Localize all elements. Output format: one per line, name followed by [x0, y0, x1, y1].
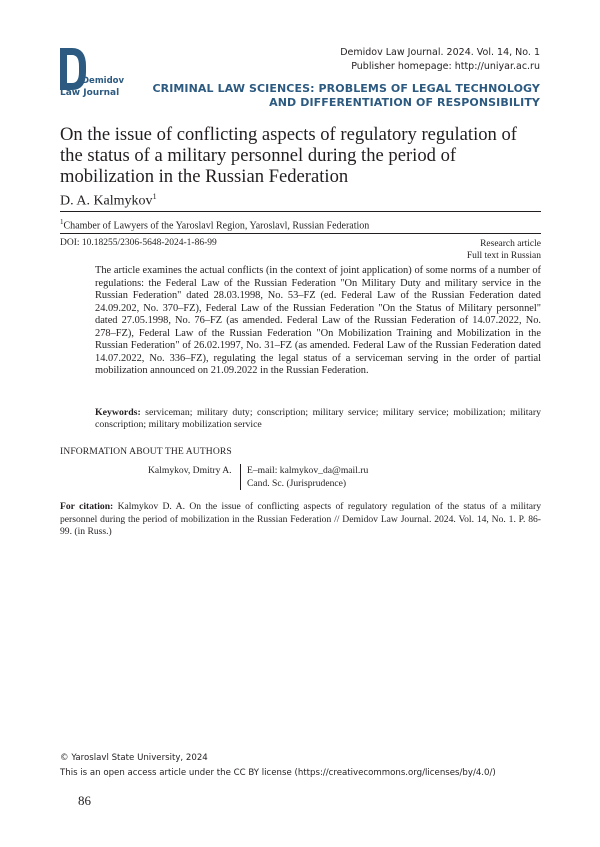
- header-divider: [60, 211, 541, 212]
- keywords-text: serviceman; military duty; conscription; military service; military service; mobilization; military conscription; military mobilization service: [95, 407, 541, 431]
- author-info-name: Kalmykov, Dmitry A.: [148, 465, 232, 476]
- author-line: [60, 192, 157, 210]
- doi: DOI: 10.18255/2306-5648-2024-1-86-99: [60, 238, 217, 248]
- journal-logo: [58, 46, 125, 102]
- keywords-label: Keywords:: [95, 407, 141, 418]
- author-name: D. A. Kalmykov: [60, 193, 153, 209]
- abstract: The article examines the actual conflicts (in the context of joint application) of some norms of a number of regulations: the Federal Law of the Russian Federation "On Military Duty and military service in the Russian Federation" dated 28.03.1998, No. 53–FZ (ed. Federal Law of the Russian Federation dated 24.09.202, No. 370–FZ), Federal Law of the Russian Federation "On the Status of Military personnel" dated 27.05.1998, No. 76–FZ (as amended. Federal Law of the Russian Federation of 14.07.2022, No. 278–FZ), Federal Law of the Russian Federation "On Mobilization Training and Mobilization in the Russian Federation" of 26.02.1997, No. 31–FZ (as amended. Federal Law of the Russian Federation dated 14.07.2022, No. 336–FZ), regulating the legal status of a serviceman serving in the order of partial mobilization announced on 21.09.2022 in the Russian Federation.: [95, 265, 541, 377]
- affiliation-mark: 1: [60, 218, 64, 226]
- license-line: This is an open access article under the CC BY license (https://creativecommons.org/licenses/by/4.0/): [60, 768, 496, 778]
- keywords: [95, 407, 541, 432]
- section-title-line-1: CRIMINAL LAW SCIENCES: PROBLEMS OF LEGAL TECHNOLOGY: [152, 82, 540, 95]
- article-type-block: [380, 238, 541, 262]
- author-degree: Cand. Sc. (Jurisprudence): [247, 477, 347, 489]
- authors-info-heading: INFORMATION ABOUT THE AUTHORS: [60, 446, 232, 457]
- page-number: 86: [78, 793, 91, 808]
- logo-text-top: Demidov: [82, 76, 125, 86]
- author-affiliation-mark: 1: [152, 192, 157, 201]
- fulltext-language: Full text in Russian: [466, 251, 541, 261]
- author-email[interactable]: E–mail: kalmykov_da@mail.ru: [247, 465, 369, 476]
- journal-citation-line: Demidov Law Journal. 2024. Vol. 14, No. 1: [340, 47, 540, 58]
- citation-label: For citation:: [60, 501, 114, 512]
- author-info-details: [247, 465, 368, 490]
- article-type: Research article: [480, 239, 541, 249]
- affiliation: [60, 218, 369, 231]
- logo-text-bottom: Law Journal: [60, 88, 120, 98]
- author-info-separator: [240, 464, 241, 490]
- citation-text: Kalmykov D. A. On the issue of conflicting aspects of regulatory regulation of the status of a military personnel during the period of mobilization in the Russian Federation // Demidov Law Journal. 2024. Vol. 14, No. 1. P. 86-99. (in Russ.): [60, 501, 541, 537]
- article-title: On the issue of conflicting aspects of regulatory regulation of the status of a military personnel during the period of mobilization in the Russian Federation: [60, 124, 517, 187]
- affiliation-divider: [60, 233, 541, 234]
- copyright: © Yaroslavl State University, 2024: [60, 753, 208, 763]
- affiliation-text: Chamber of Lawyers of the Yaroslavl Region, Yaroslavl, Russian Federation: [63, 220, 370, 232]
- section-title-line-2: AND DIFFERENTIATION OF RESPONSIBILITY: [269, 96, 540, 109]
- publisher-homepage: Publisher homepage: http://uniyar.ac.ru: [351, 61, 540, 72]
- citation: [60, 501, 541, 539]
